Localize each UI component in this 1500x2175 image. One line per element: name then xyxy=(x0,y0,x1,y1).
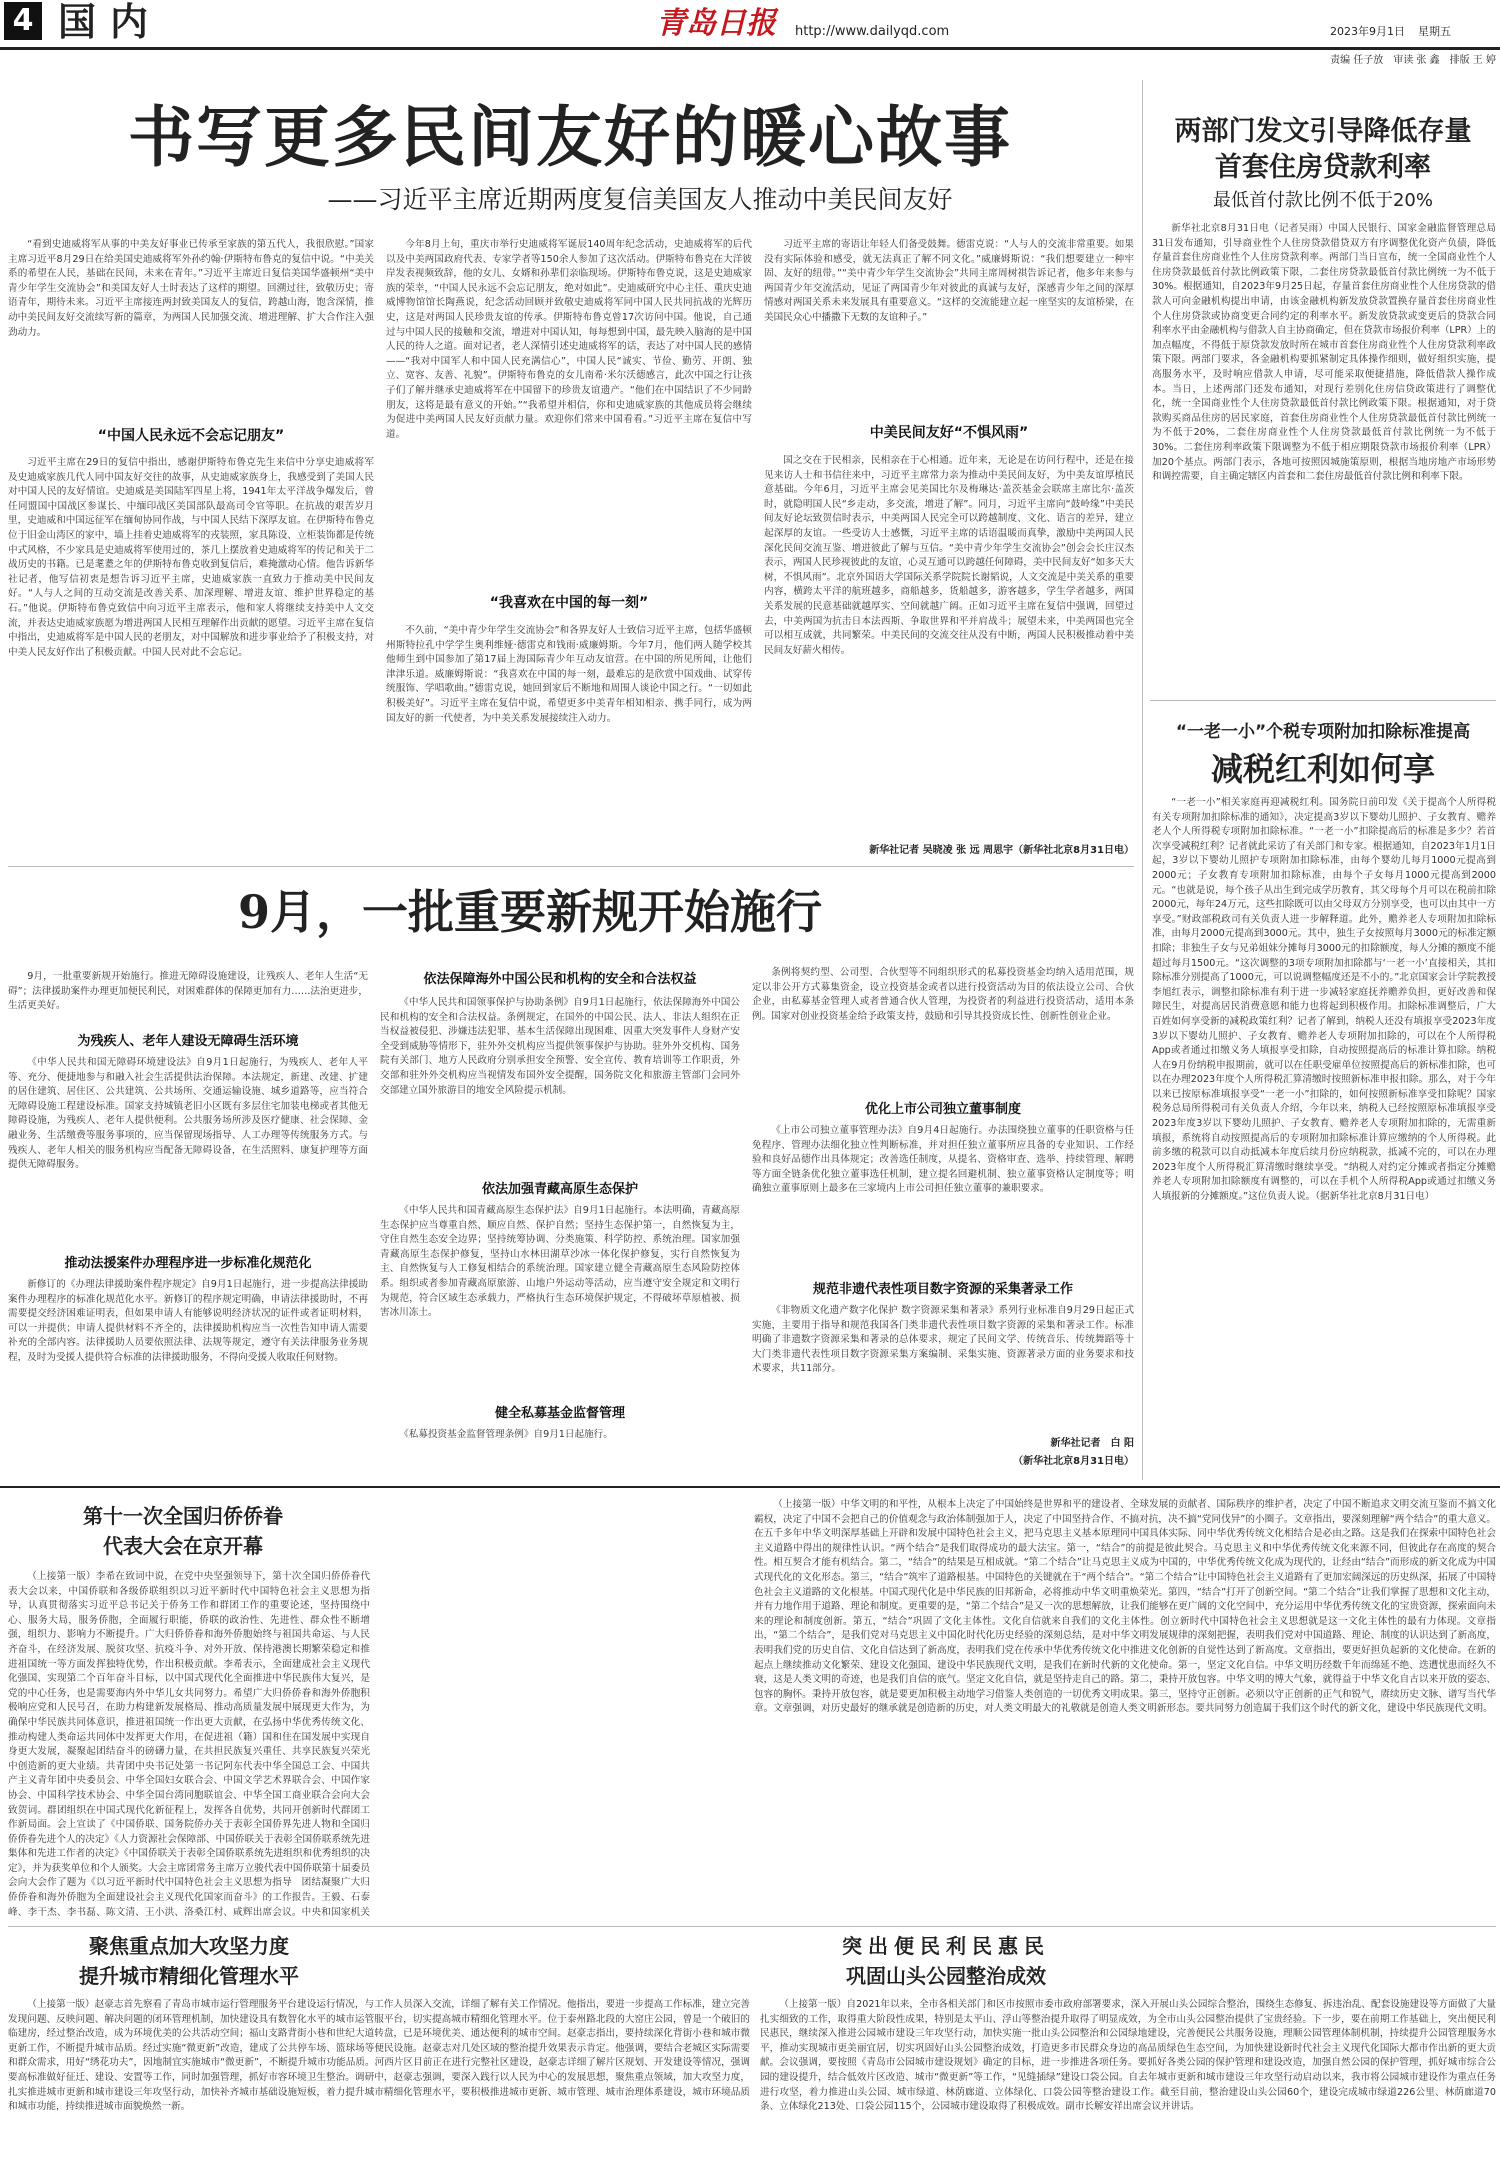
main-col3-body: 习近平主席的寄语让年轻人们备受鼓舞。德雷克说：“人与人的交流非常重要。如果没有实际体验和感受，就无法真正了解不同文化。”威廉姆斯说：“我们想要建立一种牢固、友好的纽带。”“美中青少年学生交流协会”共同主席周树祺告诉记者，他多年来参与两国青少年交流活动，见证了两国青少年对彼此的真诚与友好，深感青少年之间的深厚情感对两国关系未来发展具有重要意义。“这样的交流能建立起一座坚实的友谊桥梁，在美国民众心中播撒下无数的友谊种子。” xyxy=(764,239,1134,323)
main-col3-subheading: 中美民间友好“不惧风雨” xyxy=(869,425,1029,441)
main-col1-subheading: “中国人民永远不会忘记朋友” xyxy=(97,428,285,444)
tax-body: “一老一小”相关家庭再迎减税红利。国务院日前印发《关于提高个人所得税有关专项附加扣除标准的通知》，决定提高3岁以下婴幼儿照护、子女教育、赡养老人个人所得税专项附加扣除标准。“一老一小”扣除提高后的标准是多少？若首次享受减税红利？记者就此采访了有关部门和专家。根据通知，自2023年1月1日起，3岁以下婴幼儿照护专项附加扣除标准，由每个婴幼儿每月1000元提高到2000元；子女教育专项附加扣除标准，由每个子女每月1000元提高到2000元。“也就是说，每个孩子从出生到完成学历教育，其父母每个月可以在税前扣除2000元，每年24万元，这些扣除既可以由父母双方分别享受，也可以由其中一方享受。”财政部税政司有关负责人进一步解释道。此外，赡养老人专项附加扣除标准，由每月2000元提高到3000元。其中，独生子女按照每月3000元的标准定额扣除；非独生子女与兄弟姐妹分摊每月3000元的扣除额度，每人分摊的额度不能超过每月1500元。“这次调整的3项专项附加扣除都与‘一老一小’直接相关，其扣除标准分别提高了1000元，可以说调整幅度还是不小的。”北京国家会计学院教授李旭红表示，调整扣除标准有利于进一步减轻家庭抚养赡养负担，更好改善和保障民生，对提高居民消费意愿和能力也将起到积极作用。扣除标准调整后，广大百姓如何享受新的减税政策红利？记者了解到，纳税人还没有填报享受2023年度3岁以下婴幼儿照护、子女教育、赡养老人专项附加扣除的，可以在个人所得税App或者通过扣缴义务人填报享受扣除，自动按照提高后的标准计算扣除。纳税人在9月份纳税申报期前，就可以在任职受雇单位按照提高后的新标准扣除，也可以在办理2023年度个人所得税汇算清缴时按照新标准申报扣除。那么，对于今年以来已按原标准填报享受“一老一小”扣除的，如何按照新标准享受扣除呢？国家税务总局所得税司有关负责人介绍，今年以来，纳税人已经按照原标准填报享受2023年度3岁以下婴幼儿照护、子女教育、赡养老人专项附加扣除的，无需重新填报，系统将自动按照提高后的专项附加扣除标准计算应缴纳的个人所得税。此前多缴的税款可以自动抵减本年度后续月份应纳税款，抵减不完的，可以在办理2023年度个人所得税汇算清缴时继续享受。“纳税人对约定分摊或者指定分摊赡养老人专项附加扣除额度有调整的，可以在手机个人所得税App或通过扣缴义务人填报新的分摊额度。”这位负责人说。（据新华社北京8月31日电） xyxy=(1152,797,1496,1203)
main-col1-body: 习近平主席在29日的复信中指出，感谢伊斯特布鲁克先生来信中分享史迪威将军及史迪威家族几代人同中国友好交往的故事，从史迪威家族身上，我感受到了美国人民对中国人民的友好情谊。史迪威是美国陆军四星上将，1941年太平洋战争爆发后，曾任同盟国中国战区参谋长、中缅印战区美国部队最高司令官等职。在抗战的艰苦岁月里，史迪威和中国远征军在缅甸协同作战，与中国人民结下深厚友谊。在伊斯特布鲁克位于旧金山湾区的家中，墙上挂着史迪威将军的戎装照，家具陈设、立柜装饰都是传统中式风格，不少家具是史迪威将军使用过的，茶几上摆放着史迪威将军的传记和关于二战历史的书籍。已是耄耋之年的伊斯特布鲁克收到复信后，难掩激动心情。他告诉新华社记者，他写信初衷是想告诉习近平主席，史迪威家族一直致力于推动美中民间友好。“人与人之间的互动交流是改善关系、加深理解、增进友谊、维护世界稳定的基石。”他说。伊斯特布鲁克致信中向习近平主席表示，他和家人将继续支持美中人文交流，并表达史迪威家族愿为增进两国人民相互理解作出贡献的愿望。习近平主席在复信中指出，史迪威将军是中国人民的老朋友，对中国解放和进步事业给予了积极支持，对中美人民友好作出了积极贡献。中国人民对此不会忘记。 xyxy=(8,457,374,658)
city-headline-2: 提升城市精细化管理水平 xyxy=(79,1964,299,1988)
rules-sub-consular: 依法保障海外中国公民和机构的安全和合法权益 xyxy=(423,972,697,987)
lower-section-rule xyxy=(0,1486,1500,1488)
issue-weekday: 星期五 xyxy=(1418,25,1451,38)
continued-article-body: （上接第一版）中华文明的和平性，从根本上决定了中国始终是世界和平的建设者、全球发展的贡献者、国际秩序的维护者，决定了中国不断追求文明交流互鉴而不搞文化霸权，决定了中国不会把自己的价值观念与政治体制强加于人，决定了中国坚持合作、不搞对抗，决不搞“党同伐异”的小圈子。文章指出，要深刻理解“两个结合”的重大意义。在五千多年中华文明深厚基础上开辟和发展中国特色社会主义，把马克思主义基本原理同中国具体实际、同中华优秀传统文化相结合是必由之路。这是我们在探索中国特色社会主义道路中得出的规律性认识。“两个结合”是我们取得成功的最大法宝。第一，“结合”的前提是彼此契合。马克思主义和中华优秀传统文化来源不同，但彼此存在高度的契合性。相互契合才能有机结合。第二，“结合”的结果是互相成就。“第二个结合”让马克思主义成为中国的，中华优秀传统文化成为现代的，让经由“结合”而形成的新文化成为中国式现代化的文化形态。第三，“结合”筑牢了道路根基。中国特色的关键就在于“两个结合”。“第二个结合”让中国特色社会主义道路有了更加宏阔深远的历史纵深，拓展了中国特色社会主义道路的文化根基。中国式现代化是中华民族的旧邦新命，必将推动中华文明重焕荣光。第四，“结合”打开了创新空间。“第二个结合”让我们掌握了思想和文化主动，并有力地作用于道路、理论和制度。更重要的是，“第二个结合”是又一次的思想解放，让我们能够在更广阔的文化空间中，充分运用中华优秀传统文化的宝贵资源，探索面向未来的理论和制度创新。第五，“结合”巩固了文化主体性。文化自信就来自我们的文化主体性。创立新时代中国特色社会主义思想就是这一文化主体性的最有力体现。文章指出，“第二个结合”，是我们党对马克思主义中国化时代化历史经验的深刻总结，是对中华文明发展规律的深刻把握，表明我们党对中国道路、理论、制度的认识达到了新高度，表明我们党的历史自信、文化自信达到了新高度，表明我们党在传承中华优秀传统文化中推进文化创新的自觉性达到了新高度。文章指出，要更好担负起新的文化使命。在新的起点上继续推动文化繁荣、建设文化强国、建设中华民族现代文明，是我们在新时代新的文化使命。第一，坚定文化自信。中华文明历经数千年而绵延不绝、迭遭忧患而经久不衰，这是人类文明的奇迹，也是我们自信的底气。坚定文化自信，就是坚持走自己的路。第二，秉持开放包容。中华文明的博大气象，就得益于中华文化自古以来开放的姿态、包容的胸怀。秉持开放包容，就是要更加积极主动地学习借鉴人类创造的一切优秀文明成果。第三，坚持守正创新。必须以守正创新的正气和锐气，赓续历史文脉、谱写当代华章。文章强调，对历史最好的继承就是创造新的历史，对人类文明最大的礼敬就是创造人类文明新形态。要共同努力创造属于我们这个时代的新文化，建设中华民族现代文明。 xyxy=(754,1499,1496,1715)
city-body: （上接第一版）赵豪志首先察看了青岛市城市运行管理服务平台建设运行情况，与工作人员深入交流，详细了解有关工作情况。他指出，要进一步提高工作标准，建立完善发现问题、反映问题、解决问题的闭环管理机制，加快建设具有数智化水平的城市运管服平台，切实提高城市精细化管理水平。位于泰州路北段的大窑庄公园，曾是一个破旧的临建房，经过整治改造，成为环境优美的公共活动空间；福山支路背街小巷和世纪大道转盘，已是环境优美、通达便利的城市空间。赵豪志指出，要持续深化背街小巷和城市微更新工作，不断提升城市品质。经过实施“微更新”改造，建成了公共停车场、篮球场等便民设施。赵豪志对几处区域的整治提升效果表示肯定。他强调，要结合老城区实际需要和群众需求，用好“绣花功夫”，因地制宜实施城市“微更新”，不断提升城市功能品质。河西片区目前正在进行完整社区建设，赵豪志详细了解片区规划、开发建设等情况，强调要高标准做好征迁、建设、安置等工作，同时加强管理，抓好市容环境卫生整治。调研中，赵豪志强调，要深入践行以人民为中心的发展思想，聚焦重点领域，加大攻坚力度，扎实推进城市更新和城市建设三年攻坚行动，加快补齐城市基础设施短板，着力提升城市精细化管理水平，要积极推进城市更新、城市管理、城市治理体系建设，城市环境品质和城市功能，持续推进城市面貌焕然一新。 xyxy=(8,1999,750,2113)
congress-body: （上接第一版）李希在致词中说，在党中央坚强领导下，第十次全国归侨侨眷代表大会以来，中国侨联和各级侨联组织以习近平新时代中国特色社会主义思想为指导，认真贯彻落实习近平总书记关于侨务工作和群团工作的重要论述，坚持围绕中心、服务大局，服务侨胞，全面履行职能，侨联的政治性、先进性、群众性不断增强，组织力、影响力不断提升。广大归侨侨眷和海外侨胞始终与祖国共命运、与人民齐奋斗，在经济发展、脱贫攻坚、抗疫斗争、对外开放、保持港澳长期繁荣稳定和推进祖国统一等方面发挥独特优势，作出积极贡献。李希表示，全面建成社会主义现代化强国、实现第二个百年奋斗目标，以中国式现代化全面推进中华民族伟大复兴，是党的中心任务，也是需要海内外中华儿女共同努力。希望广大归侨侨眷和海外侨胞积极响应党和人民号召，在助力构建新发展格局、推动高质量发展中展现更大作为，为确保中华民族共同体意识，推进祖国统一作出更大贡献，在弘扬中华优秀传统文化、推动构建人类命运共同体中发挥更大作用，在促进祖（籍）国和住在国发展中实现自身更大发展，凝聚起团结奋斗的磅礴力量，在共担民族复兴重任、共享民族复兴荣光中创造新的更大业绩。共青团中央书记处第一书记阿东代表中华全国总工会、中国共产主义青年团中央委员会、中华全国妇女联合会、中国文学艺术界联合会、中国作家协会、中国科学技术协会、中华全国台湾同胞联谊会、中华全国工商业联合会向大会致贺词。群团组织在中国式现代化新征程上，发挥各自优势，共同开创新时代群团工作新局面。会上宣读了《中国侨联、国务院侨办关于表彰全国侨界先进人物和全国归侨侨眷先进个人的决定》《人力资源社会保障部、中国侨联关于表彰全国侨联系统先进集体和先进工作者的决定》《中国侨联关于表彰全国侨联系统先进组织和优秀组织的决定》，并为获奖单位和个人颁奖。大会主席团常务主席万立骏代表中国侨联第十届委员会向大会作了题为《以习近平新时代中国特色社会主义思想为指导 团结凝聚广大归侨侨眷和海外侨胞为全面建设社会主义现代化国家而奋斗》的工作报告。王毅、石泰峰、李干杰、李书磊、陈文清、王小洪、洛桑江村、咸辉出席会议。中央和国家机关 xyxy=(8,1571,370,1918)
rules-intro: 9月，一批重要新规开始施行。推进无障碍设施建设，让残疾人、老年人生活“无碍”；法律援助案件办理更加便民利民，对困难群体的保障更加有力……法治更进步，生活更美好。 xyxy=(8,971,368,1012)
right-column-divider xyxy=(1142,80,1143,1480)
paper-logo: 青岛日报 xyxy=(656,6,776,41)
rules-body-accessibility: 《中华人民共和国无障碍环境建设法》自9月1日起施行，为残疾人、老年人平等、充分、便捷地参与和融入社会生活提供法治保障。本法规定，新建、改建、扩建的居住建筑、居住区、公共建筑、公共场所、交通运输设施、城乡道路等，应当符合无障碍设施工程建设标准。国家支持城镇老旧小区既有多层住宅加装电梯或者其他无障碍设施，为残疾人、老年人提供便利。公共服务场所涉及医疗健康、社会保障、金融业务、生活缴费等服务事项的，应当保留现场指导、人工办理等传统服务方式。与残疾人、老年人相关的服务机构应当配备无障碍设备，在生活照料、康复护理等方面提供无障碍服务。 xyxy=(8,1057,368,1171)
tax-headline-1: “一老一小”个税专项附加扣除标准提高 xyxy=(1175,722,1471,742)
park-headline-2: 巩固山头公园整治成效 xyxy=(846,1964,1046,1988)
housing-subheadline: 最低首付款比例不低于20% xyxy=(1212,190,1433,211)
park-body: （上接第一版）自2021年以来，全市各相关部门和区市按照市委市政府部署要求，深入开展山头公园综合整治，围绕生态修复、拆违治乱、配套设施建设等方面做了大量扎实细致的工作，取得重大阶段性成果，特别是太平山、浮山等整治提升取得了明显成效，为全市山头公园整治提供了宝贵经验。下一步，要在前期工作基础上，突出便民利民惠民，继续深入推进公园城市建设三年攻坚行动，加快实施一批山头公园整治和公园绿地建设，完善便民公共服务设施，理顺公园管理体制机制，持续提升公园管理服务水平，推动实现城市更美丽宜居，切实巩固好山头公园整治成效，打造更多市民群众身边的高品质绿色生态空间，为加快建设新时代社会主义现代化国际大都市作出新的更大贡献。会议强调，要按照《青岛市公园城市建设规划》确定的目标，进一步推进各项任务。要抓好各类公园的保护管理和建设改造，加强自然公园的保护管理，抓好城市综合公园的建设提升，结合低效片区改造、城市“微更新”等工作，“见缝插绿”建设口袋公园。自去年城市更新和城市建设三年攻坚行动启动以来，我市将公园城市建设作为重点任务进行攻坚，着力推进山头公园、城市绿道、林荫廊道、立体绿化、口袋公园等整治建设工作。截至目前，整治建设山头公园60个，建设完成城市绿道226公里、林荫廊道70条、立体绿化213处、口袋公园115个，公园城市建设取得了积极成效。副市长解安祥出席会议并讲话。 xyxy=(760,1999,1496,2113)
editor-credits: 责编 任子放 审读 张 鑫 排版 王 婷 xyxy=(1330,55,1496,66)
main-byline: 新华社记者 吴晓凌 张 远 周思宇（新华社北京8月31日电） xyxy=(869,845,1134,856)
city-headline-1: 聚焦重点加大攻坚力度 xyxy=(89,1934,289,1958)
paper-url[interactable]: http://www.dailyqd.com xyxy=(795,24,950,39)
rules-sub-directors: 优化上市公司独立董事制度 xyxy=(864,1102,1021,1117)
section-title: 国内 xyxy=(58,0,163,44)
main-col2-subheading: “我喜欢在中国的每一刻” xyxy=(489,595,649,611)
main-col3-body-b: 国之交在于民相亲，民相亲在于心相通。近年来，无论是在访问行程中，还是在接见来访人士和书信往来中，习近平主席常力亲为推动中美民间友好，为中美友谊厚植民意基础。今年6月，习近平主席会见美国比尔及梅琳达·盖茨基金会联席主席比尔·盖茨时，就隐明国人民“乡走动，多交流，增进了解”。同月，习近平主席向“鼓岭缘”中美民间友好论坛致贺信时表示，中美两国人民完全可以跨越制度、文化、语言的差异，建立起深厚的友谊。一些受访人士感慨，习近平主席的话语温暖而真挚，激励中美两国人民深化民间交流互鉴、增进彼此了解与互信。“美中青少年学生交流协会”创会会长庄汉杰表示，两国人民珍视彼此的友谊，心灵互通可以跨越任何障碍，美中民间友好“如多天大树，不惧风雨”。北京外国语大学国际关系学院院长谢韬说，人文交流是中美关系的重要内容，横跨太平洋的航班越多，商船越多，货船越多，游客越多，学生学者越多，两国关系发展的民意基础就越厚实、空间就越广阔。正如习近平主席在复信中强调，回望过去，中美两国为抗击日本法西斯、争取世界和平并肩战斗；展望未来，中美两国也完全可以相互成就，共同繁荣。中美民间的交流交往从没有中断，两国人民积极推动着中美民间友好薪火相传。 xyxy=(764,455,1134,656)
bottom-divider xyxy=(8,1926,1496,1927)
rules-headline: 9月，一批重要新规开始施行 xyxy=(237,885,822,939)
masthead-rule xyxy=(0,47,1500,50)
congress-headline-2: 代表大会在京开幕 xyxy=(103,1534,263,1558)
rules-sub-private-fund: 健全私募基金监督管理 xyxy=(494,1406,625,1421)
page-number: 4 xyxy=(4,2,42,40)
rules-byline-dateline: （新华社北京8月31日电） xyxy=(1013,1456,1134,1467)
rules-body-private-fund-b: 条例将契约型、公司型、合伙型等不同组织形式的私募投资基金均纳入适用范围，规定以非公开方式募集资金，设立投资基金或者以进行投资活动为目的依法设立公司、合伙企业，由私募基金管理人或者普通合伙人管理，为投资者的利益进行投资活动，适用本条例。国家对创业投资基金给予政策支持，鼓励和引导其投资成长性、创新性创业企业。 xyxy=(752,967,1134,1022)
rules-body-heritage: 《非物质文化遗产数字化保护 数字资源采集和著录》系列行业标准自9月29日起正式实施，主要用于指导和规范我国各门类非遗代表性项目数字资源的采集和著录工作。标准明确了非遗数字资源采集和著录的总体要求，规定了民间文学、传统音乐、传统舞蹈等十大门类非遗代表性项目数字资源采集方案编制、采集实施、资源著录方面的业务要求和技术要求，共11部分。 xyxy=(752,1305,1134,1375)
main-headline: 书写更多民间友好的暖心故事 xyxy=(128,98,1012,176)
rules-body-legal-aid: 新修订的《办理法律援助案件程序规定》自9月1日起施行，进一步提高法律援助案件办理程序的标准化规范化水平。新修订的程序规定明确，申请法律援助时，不再需要提交经济困难证明表，但如果申请人有能够说明经济状况的证件或者证明材料，可以一并提供；申请人提供材料不齐全的，法律援助机构应当一次性告知申请人需要补充的全部内容。法律援助人员要依照法律、法规等规定，遵守有关法律服务业务规程，及时为受援人提供符合标准的法律援助服务，不得向受援人收取任何财物。 xyxy=(8,1279,368,1363)
congress-headline-1: 第十一次全国归侨侨眷 xyxy=(83,1504,283,1528)
main-divider xyxy=(8,866,1134,867)
main-col2-body: 今年8月上旬，重庆市举行史迪威将军诞辰140周年纪念活动，史迪威将军的后代以及中美两国政府代表、专家学者等150余人参加了这次活动。伊斯特布鲁克在大洋彼岸发表视频致辞，他的女儿、女婿和孙辈们亲临现场。伊斯特布鲁克说，这是史迪威家族的荣幸，“中国人民永远不会忘记朋友，绝对如此”。史迪威研究中心主任、重庆史迪威博物馆馆长陶燕说，纪念活动回顾并致敬史迪威将军同中国人民共同抗战的光辉历史，这是对两国人民珍贵友谊的传承。伊斯特布鲁克曾17次访问中国。他说，自己通过与中国人民的接触和交流，增进对中国认知，每每想到中国，最先映入脑海的是中国人民的待人之道。面对记者，老人深情引述史迪威将军的话，表达了对中国人民的感情——“我对中国军人和中国人民充满信心”，中国人民“诚实、节俭、勤劳、开朗、独立、宽容、友善、礼貌”。伊斯特布鲁克的女儿南希·米尔沃德感言，此次中国之行让孩子们了解并继承史迪威将军在中国留下的珍贵友谊遗产。“他们在中国结识了不少同龄朋友，这将是最有意义的开始。”“我希望并相信，你和史迪威家族的其他成员将会继续为促进中美两国人民友好贡献力量。欢迎你们常来中国看看。”习近平主席在复信中写道。 xyxy=(386,239,752,440)
rules-byline: 新华社记者 白 阳 xyxy=(1050,1438,1134,1449)
park-headline-1: 突出便民利民惠民 xyxy=(842,1934,1050,1958)
housing-headline-1: 两部门发文引导降低存量 xyxy=(1174,116,1472,147)
tax-headline-2: 减税红利如何享 xyxy=(1210,750,1435,788)
rules-sub-accessibility: 为残疾人、老年人建设无障碍生活环境 xyxy=(77,1034,299,1049)
main-col1-intro: “看到史迪威将军从事的中美友好事业已传承至家族的第五代人，我很欣慰。”国家主席习近平8月29日在给美国史迪威将军外孙约翰·伊斯特布鲁克的复信中说。“中美关系的希望在人民，基础在民间，未来在青年。”习近平主席近日复信美国华盛顿州“美中青少年学生交流协会”和美国友好人士时表达了这样的期望。回溯过往，致敬历史；寄语青年，期待未来。习近平主席接连两封致美国友人的复信，跨越山海，饱含深情，推动中美民间友好交流续写新的篇章，为两国人民加强交流、增进理解、扩大合作注入强劲动力。 xyxy=(8,239,374,338)
housing-body: 新华社北京8月31日电（记者吴雨）中国人民银行、国家金融监督管理总局31日发布通知，引导商业性个人住房贷款借贷双方有序调整优化资产负债，降低存量首套住房商业性个人住房贷款利率。两部门当日宣布，统一全国商业性个人住房贷款最低首付款比例政策下限，二套住房贷款最低首付款比例统一为不低于30%。根据通知，自2023年9月25日起，存量首套住房商业性个人住房贷款的借款人可向金融机构提出申请，由该金融机构新发放贷款置换存量首套住房商业性个人住房贷款或协商变更合同约定的利率水平。新发放贷款或变更后的贷款合同利率水平由金融机构与借款人自主协商确定，但在贷款市场报价利率（LPR）上的加点幅度，不得低于原贷款发放时所在城市首套住房商业性个人住房贷款利率政策下限。两部门要求，各金融机构要抓紧制定具体操作细则，做好组织实施，提高服务水平，及时响应借款人申请，尽可能采取便捷措施，降低借款人操作成本。当日，上述两部门还发布通知，对现行差别化住房信贷政策进行了调整优化，统一全国商业性个人住房贷款最低首付款比例政策下限。根据通知，对于贷款购买商品住房的居民家庭，首套住房商业性个人住房贷款最低首付款比例统一为不低于20%，二套住房商业性个人住房贷款最低首付款比例统一为不低于30%。二套住房利率政策下限调整为不低于相应期限贷款市场报价利率（LPR）加20个基点。两部门表示，各地可按照因城施策原则，根据当地房地产市场形势和调控需要，自主确定辖区内首套和二套住房最低首付款比例和利率下限。 xyxy=(1152,223,1496,483)
rules-sub-heritage: 规范非遗代表性项目数字资源的采集著录工作 xyxy=(812,1282,1073,1297)
rules-sub-legal-aid: 推动法援案件办理程序进一步标准化规范化 xyxy=(64,1256,312,1271)
housing-divider xyxy=(1150,700,1496,701)
main-subheadline: ——习近平主席近期两度复信美国友人推动中美民间友好 xyxy=(327,185,953,214)
issue-date: 2023年9月1日 xyxy=(1330,25,1405,38)
rules-body-directors: 《上市公司独立董事管理办法》自9月4日起施行。办法围绕独立董事的任职资格与任免程序、管理办法细化独立性判断标准，并对担任独立董事所应具备的专业知识、工作经验和良好品德作出具体规定；改善选任制度，从提名、资格审查、选举、持续管理、解聘等方面全链条优化独立董事选任机制，建立提名回避机制、独立董事资格认定制度等；明确独立董事原则上最多在三家境内上市公司担任独立董事的兼职要求。 xyxy=(752,1125,1134,1195)
rules-body-private-fund: 《私募投资基金监督管理条例》自9月1日起施行。 xyxy=(399,1429,613,1440)
housing-headline-2: 首套住房贷款利率 xyxy=(1215,152,1431,183)
rules-sub-plateau: 依法加强青藏高原生态保护 xyxy=(481,1182,638,1197)
rules-body-plateau: 《中华人民共和国青藏高原生态保护法》自9月1日起施行。本法明确，青藏高原生态保护应当尊重自然、顺应自然、保护自然；坚持生态保护第一，自然恢复为主，守住自然生态安全边界；坚持统筹协调、分类施策、科学防控、系统治理。国家加强青藏高原生态保护修复，坚持山水林田湖草沙冰一体化保护修复，实行自然恢复为主、自然恢复与人工修复相结合的系统治理。国家建立健全青藏高原生态风险防控体系。组织或者参加青藏高原旅游、山地户外运动等活动，应当遵守安全规定和文明行为规范，符合区域生态承载力，严格执行生态环境保护规定，不得破坏草原植被、损害冰川冻土。 xyxy=(380,1205,740,1319)
rules-body-consular: 《中华人民共和国领事保护与协助条例》自9月1日起施行，依法保障海外中国公民和机构的安全和合法权益。条例规定，在国外的中国公民、法人、非法人组织在正当权益被侵犯、涉嫌违法犯罪、基本生活保障出现困难、因重大突发事件人身财产安全受到威胁等情形下，驻外外交机构应当提供领事保护与协助。驻外外交机构、国务院有关部门、地方人民政府分别承担安全预警、安全宣传、教育培训等工作职责，外交部和驻外外交机构应当视情发布国外安全提醒，国务院文化和旅游主管部门会同外交部建立国外旅游目的地安全风险提示机制。 xyxy=(380,997,740,1096)
main-col2-body-b: 不久前，“美中青少年学生交流协会”和各界友好人士致信习近平主席，包括华盛顿州斯特拉孔中学学生奥利维娅·德雷克和钱雨·威廉姆斯。今年7月，他们两人随学校其他师生到中国参加了第17届上海国际青少年互动友谊营。在中国的所见所闻，让他们津津乐道。威廉姆斯说：“我喜欢在中国的每一刻，最难忘的是欣赏中国戏曲、试穿传统服饰、学唱歌曲。”德雷克说，她回到家后不断地和周围人谈论中国之行。“一切如此积极美好”。习近平主席在复信中说，希望更多中美青年相知相亲、携手同行，成为两国友好的新一代使者，为中美关系发展接续注入动力。 xyxy=(386,625,752,724)
